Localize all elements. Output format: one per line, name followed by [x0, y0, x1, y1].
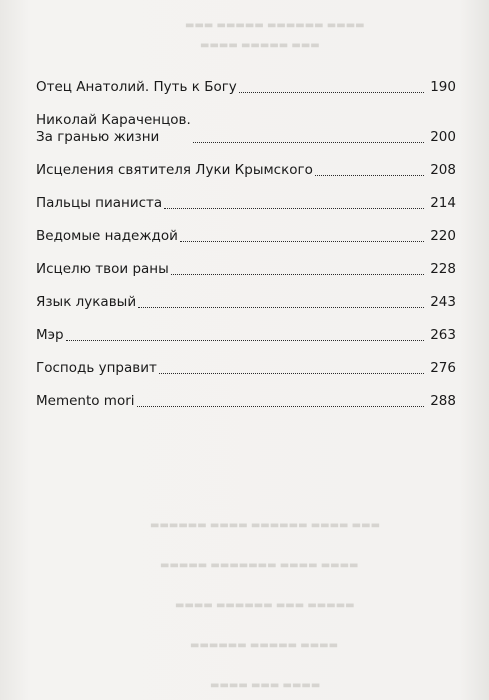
- toc-entry: [36, 327, 456, 344]
- toc-entry: [36, 228, 456, 245]
- toc-entry: [36, 112, 456, 146]
- toc-entry-page: 243: [430, 294, 456, 310]
- bleed-through-text-6: ▬▬▬▬▬▬ ▬▬▬▬▬ ▬▬▬▬: [190, 640, 339, 651]
- toc-entry-page: 220: [430, 228, 456, 244]
- toc-entry: [36, 79, 456, 96]
- toc-entry-title: Мэр: [36, 327, 64, 343]
- bleed-through-text-2: ▬▬▬▬ ▬▬▬▬▬ ▬▬▬: [200, 40, 320, 51]
- toc-entry-page: 276: [430, 360, 456, 376]
- toc-entry-page: 208: [430, 162, 456, 178]
- dot-leader: [66, 340, 424, 341]
- dot-leader: [138, 307, 424, 308]
- bleed-through-text-4: ▬▬▬▬▬ ▬▬▬▬▬▬▬ ▬▬▬▬ ▬▬▬▬: [160, 560, 359, 571]
- toc-entry: [36, 360, 456, 377]
- toc-entry-title: Господь управит: [36, 360, 157, 376]
- toc-entry-title: Memento mori: [36, 393, 135, 409]
- dot-leader: [159, 373, 424, 374]
- dot-leader: [137, 406, 424, 407]
- toc-entry-page: 228: [430, 261, 456, 277]
- toc-entry-page: 288: [430, 393, 456, 409]
- dot-leader: [180, 241, 424, 242]
- toc-entry: [36, 294, 456, 311]
- toc-entry-title: Николай Караченцов. За гранью жизни: [36, 112, 191, 145]
- toc-entry-page: 200: [430, 129, 456, 145]
- toc-entry: [36, 195, 456, 212]
- toc-entry-page: 263: [430, 327, 456, 343]
- toc-entry: [36, 261, 456, 278]
- table-of-contents: [36, 79, 456, 426]
- toc-entry: [36, 162, 456, 179]
- toc-entry-page: 214: [430, 195, 456, 211]
- toc-entry-title: Пальцы пианиста: [36, 195, 163, 211]
- toc-entry-title: Исцелю твои раны: [36, 261, 169, 277]
- dot-leader: [193, 142, 424, 143]
- bleed-through-text-5: ▬▬▬▬ ▬▬▬▬▬▬ ▬▬▬ ▬▬▬▬▬: [175, 600, 355, 611]
- bleed-through-text-3: ▬▬▬▬▬▬ ▬▬▬▬ ▬▬▬▬▬▬ ▬▬▬▬ ▬▬▬: [150, 520, 381, 531]
- toc-entry: [36, 393, 456, 410]
- bleed-through-text-1: ▬▬▬ ▬▬▬▬▬ ▬▬▬▬▬▬ ▬▬▬▬: [185, 20, 365, 31]
- toc-entry-title: Исцеления святителя Луки Крымского: [36, 162, 313, 178]
- bleed-through-text-7: ▬▬▬▬ ▬▬▬ ▬▬▬▬: [210, 680, 321, 691]
- dot-leader: [164, 208, 424, 209]
- toc-entry-title: Отец Анатолий. Путь к Богу: [36, 79, 237, 95]
- toc-entry-title: Язык лукавый: [36, 294, 137, 310]
- toc-entry-page: 190: [430, 79, 456, 95]
- dot-leader: [315, 175, 424, 176]
- dot-leader: [171, 274, 424, 275]
- dot-leader: [239, 92, 424, 93]
- toc-entry-title: Ведомые надеждой: [36, 228, 178, 244]
